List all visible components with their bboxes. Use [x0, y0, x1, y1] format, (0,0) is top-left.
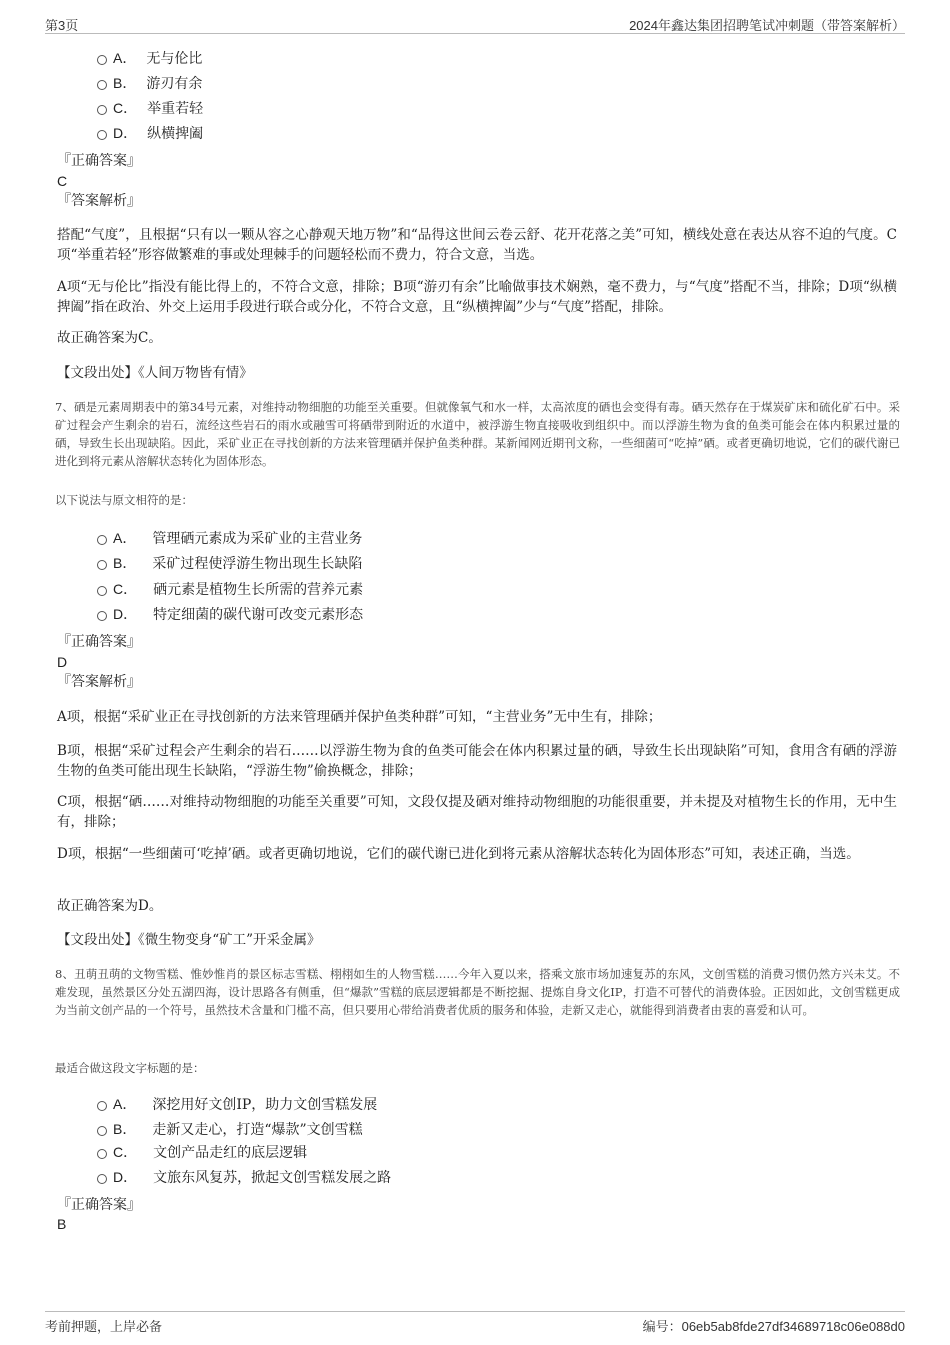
q7-analysis-para-5: 故正确答案为D。 [57, 898, 163, 914]
radio-icon[interactable] [97, 80, 107, 90]
page-footer [45, 1311, 905, 1335]
radio-icon[interactable] [97, 1101, 107, 1111]
q6-source: 【文段出处】《人间万物皆有情》 [57, 365, 253, 381]
code-value: 06eb5ab8fde27df34689718c06e088d0 [681, 1319, 905, 1334]
q6-option-c[interactable]: C． 举重若轻 [97, 97, 203, 119]
q7-option-c[interactable]: C． 硒元素是植物生长所需的营养元素 [97, 578, 363, 600]
q8-answer-label: 『正确答案』 [57, 1197, 141, 1213]
q7-prompt: 以下说法与原文相符的是： [55, 493, 193, 507]
q8-option-d[interactable]: D． 文旅东风复苏，掀起文创雪糕发展之路 [97, 1166, 391, 1188]
page-header [45, 12, 905, 34]
code-label: 编号： [642, 1319, 682, 1334]
q8-option-b[interactable]: B． 走新又走心，打造“爆款”文创雪糕 [97, 1118, 363, 1140]
q6-option-b[interactable]: B． 游刃有余 [97, 72, 202, 94]
q7-analysis-para-4: D项，根据“一些细菌可‘吃掉’硒。或者更确切地说，它们的碳代谢已进化到将元素从溶解状态转化为固体形态”可知，表述正确，当选。 [57, 846, 860, 862]
q8-option-a[interactable]: A． 深挖用好文创IP，助力文创雪糕发展 [97, 1093, 377, 1115]
radio-icon[interactable] [97, 560, 107, 570]
page-number: 第3页 [45, 18, 79, 33]
radio-icon[interactable] [97, 105, 107, 115]
radio-icon[interactable] [97, 1149, 107, 1159]
q7-analysis-label: 『答案解析』 [57, 674, 141, 690]
q6-analysis-para-2: A项“无与伦比”指没有能比得上的，不符合文意，排除；B项“游刃有余”比喻做事技术娴熟，毫不费力，与“气度”搭配不当，排除；D项“纵横捭阖”指在政治、外交上运用手段进行联合或分化，不符合文意，且“纵横捭阖”少与“气度”搭配，排除。 [57, 279, 897, 315]
q6-analysis-label: 『答案解析』 [57, 193, 141, 209]
q8-answer: B [57, 1216, 67, 1232]
radio-icon[interactable] [97, 611, 107, 621]
q7-source: 【文段出处】《微生物变身“矿工”开采金属》 [57, 932, 321, 948]
q6-analysis-para-1: 搭配“气度”，且根据“只有以一颗从容之心静观天地万物”和“品得这世间云卷云舒、花开花落之美”可知，横线处意在表达从容不迫的气度。C项“举重若轻”形容做繁难的事或处理棘手的问题轻松而不费力，符合文意，当选。 [57, 227, 897, 263]
radio-icon[interactable] [97, 1174, 107, 1184]
q7-answer: D [57, 654, 68, 670]
q7-analysis-para-1: A项，根据“采矿业正在寻找创新的方法来管理硒并保护鱼类种群”可知，“主营业务”无中生有，排除； [57, 709, 662, 725]
q6-answer-label: 『正确答案』 [57, 153, 141, 169]
radio-icon[interactable] [97, 1126, 107, 1136]
q7-analysis-para-2: B项，根据“采矿过程会产生剩余的岩石……以浮游生物为食的鱼类可能会在体内积累过量的硒，导致生长出现缺陷”可知，食用含有硒的浮游生物的鱼类可能出现生长缺陷，“浮游生物”偷换概念，排除； [57, 743, 897, 779]
q7-option-b[interactable]: B． 采矿过程使浮游生物出现生长缺陷 [97, 552, 362, 574]
q8-option-c[interactable]: C． 文创产品走红的底层逻辑 [97, 1141, 307, 1163]
q6-analysis-para-3: 故正确答案为C。 [57, 330, 162, 346]
q8-question-text: 8、丑萌丑萌的文物雪糕、惟妙惟肖的景区标志雪糕、栩栩如生的人物雪糕……今年入夏以来，搭乘文旅市场加速复苏的东风，文创雪糕的消费习惯仍然方兴未艾。不难发现，虽然景区分处五湖四海，设计思路各有侧重，但“爆款”雪糕的底层逻辑都是不断挖掘、提炼自身文化IP，打造不可替代的消费体验。正因如此，文创雪糕更成为当前文创产品的一个符号，虽然技术含量和门槛不高，但只要用心带给消费者优质的服务和体验，走新又走心，就能得到消费者由衷的喜爱和认可。 [55, 967, 900, 1017]
document-code [643, 1316, 905, 1335]
radio-icon[interactable] [97, 55, 107, 65]
q7-analysis-para-3: C项，根据“硒……对维持动物细胞的功能至关重要”可知，文段仅提及硒对维持动物细胞的功能很重要，并未提及对植物生长的作用，无中生有，排除； [57, 794, 897, 830]
radio-icon[interactable] [97, 535, 107, 545]
q7-option-a[interactable]: A． 管理硒元素成为采矿业的主营业务 [97, 527, 362, 549]
radio-icon[interactable] [97, 586, 107, 596]
q7-answer-label: 『正确答案』 [57, 634, 141, 650]
q7-question-text: 7、硒是元素周期表中的第34号元素，对维持动物细胞的功能至关重要。但就像氧气和水一样，太高浓度的硒也会变得有毒。硒天然存在于煤炭矿床和硫化矿石中。采矿过程会产生剩余的岩石，流经这些岩石的雨水或融雪可将硒带到附近的水道中，被浮游生物直接吸收到组织中。而以浮游生物为食的鱼类可能会在体内积累过量的硒，导致生长出现缺陷。因此，采矿业正在寻找创新的方法来管理硒并保护鱼类种群。某新闻网近期刊文称，一些细菌可“吃掉”硒。或者更确切地说，它们的碳代谢已进化到将元素从溶解状态转化为固体形态。 [55, 400, 900, 468]
q6-option-d[interactable]: D． 纵横捭阖 [97, 122, 203, 144]
q6-answer: C [57, 173, 68, 189]
footer-slogan: 考前押题，上岸必备 [45, 1319, 163, 1334]
document-title: 2024年鑫达集团招聘笔试冲刺题（带答案解析） [629, 18, 905, 33]
q8-prompt: 最适合做这段文字标题的是： [55, 1061, 205, 1075]
q6-option-a[interactable]: A． 无与伦比 [97, 47, 202, 69]
q7-option-d[interactable]: D． 特定细菌的碳代谢可改变元素形态 [97, 603, 363, 625]
radio-icon[interactable] [97, 130, 107, 140]
